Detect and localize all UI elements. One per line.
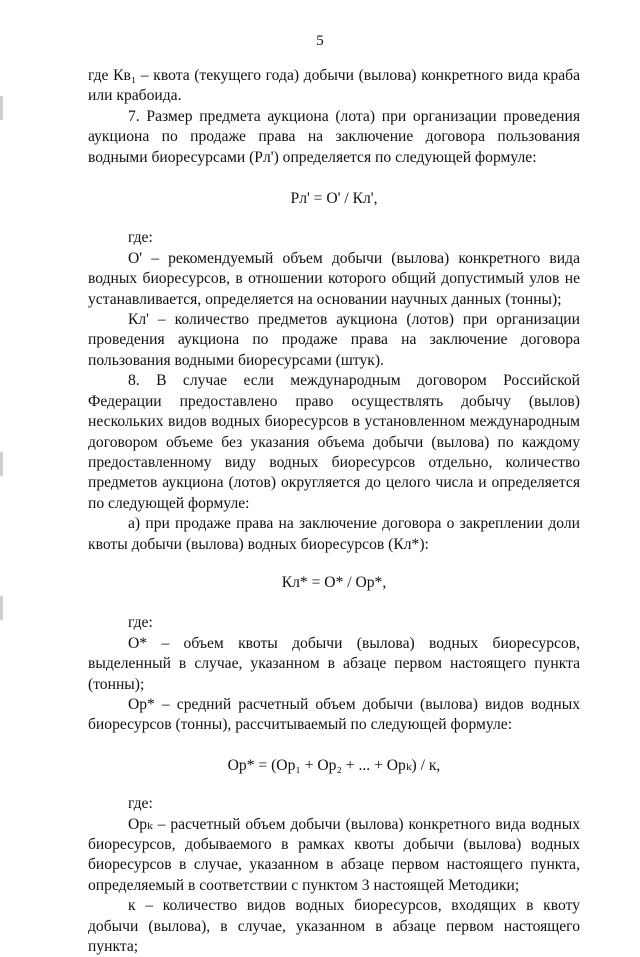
scan-edge-mark xyxy=(0,96,3,120)
paragraph-or-k: Орₖ – расчетный объем добычи (вылова) конкретного вида водных биоресурсов, добываемого в рамках квоты добычи (вылова) водных биоресурсов в случае, указанном в абзаце первом настоящего пункта, определяемый в соответствии с пунктом 3 настоящей Методики; xyxy=(88,815,580,894)
paragraph-8: 8. В случае если международным договором Российской Федерации предоставлено право осуществлять добычу (вылов) нескольких видов водных биоресурсов в установленном международным договором объеме без указания объема добычи (вылова) по каждому предоставленному виду водных биоресурсов отдельно, количество предметов аукциона (лотов) округляется до целого числа и определяется по следующей формуле: xyxy=(88,372,580,512)
formula-kl-star: Кл* = О* / Ор*, xyxy=(281,573,387,591)
paragraph-kv1-definition: где Кв₁ – квота (текущего года) добычи (вылова) конкретного вида краба или крабоида. xyxy=(88,67,580,105)
document-body xyxy=(88,66,580,957)
paragraph-or-star: Ор* – средний расчетный объем добычи (вылова) видов водных биоресурсов (тонны), рассчитываемый по следующей формуле: xyxy=(88,695,580,734)
paragraph-kl-prime: Кл' – количество предметов аукциона (лотов) при организации проведения аукциона по продаже права на заключение договора пользования водными биоресурсами (штук). xyxy=(88,311,580,369)
paragraph-8a: а) при продаже права на заключение договора о закреплении доли квоты добычи (вылова) водных биоресурсов (Кл*): xyxy=(88,515,580,553)
where-label-2: где: xyxy=(128,614,153,632)
paragraph-o-prime: О' – рекомендуемый объем добычи (вылова) конкретного вида водных биоресурсов, в отношении которого общий допустимый улов не устанавливается, определяется на основании научных данных (тонны); xyxy=(88,249,580,308)
page-number: 5 xyxy=(316,33,324,49)
where-label-3: где: xyxy=(128,795,153,813)
formula-rl: Рл' = О' / Кл', xyxy=(290,190,378,208)
paragraph-k-count: к – количество видов водных биоресурсов, входящих в квоту добычи (вылова), в случае, указанном в абзаце первом настоящего пункта; xyxy=(88,897,580,956)
scan-edge-mark xyxy=(0,452,3,476)
where-label-1: где: xyxy=(128,229,153,247)
paragraph-o-star: О* – объем квоты добычи (вылова) водных биоресурсов, выделенный в случае, указанном в абзаце первом настоящего пункта (тонны); xyxy=(88,634,580,693)
formula-or-star: Ор* = (Ор₁ + Ор₂ + ... + Орₖ) / к, xyxy=(227,756,441,774)
paragraph-7: 7. Размер предмета аукциона (лота) при организации проведения аукциона по продаже права на заключение договора пользования водными биоресурсами (Рл') определяется по следующей формуле: xyxy=(88,107,580,166)
scan-edge-mark xyxy=(0,596,3,620)
